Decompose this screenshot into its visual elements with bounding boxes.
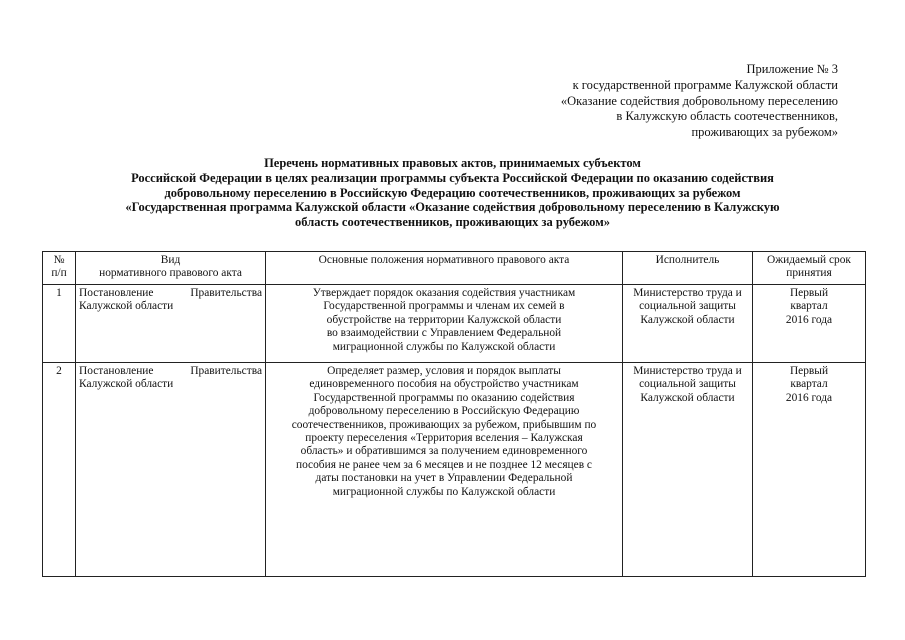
row-term: Первый квартал 2016 года (753, 285, 866, 363)
row-executor: Министерство труда и социальной защиты Калужской области (623, 363, 753, 577)
appendix-line: Приложение № 3 (746, 62, 838, 76)
row-main-provisions: Определяет размер, условия и порядок выплаты единовременного пособия на обустройство участникам Государственной программы по оказанию содействия добровольному переселению в Российскую Федерацию соотечественников, проживающих за рубежом, прибывшим по проекту переселения «Территория вселения – Калужская область» и обратившимся за получением единовременного пособия не ранее чем за 6 месяцев и не позднее 12 месяцев с даты постановки на учет в Управлении Федеральной миграционной службы по Калужской области (266, 363, 623, 577)
row-act-type: Постановление Правительства Калужской области (76, 363, 266, 577)
header-act-type: Вид нормативного правового акта (76, 252, 266, 285)
table-row (43, 363, 866, 577)
document-title (40, 156, 865, 230)
header-num: № п/п (43, 252, 76, 285)
table-row (43, 285, 866, 363)
title-line: Перечень нормативных правовых актов, принимаемых субъектом (264, 156, 641, 170)
header-executor: Исполнитель (623, 252, 753, 285)
appendix-line: проживающих за рубежом» (691, 125, 838, 140)
title-line: добровольному переселению в Российскую Федерацию соотечественников, проживающих за рубежом (164, 185, 741, 200)
row-number: 1 (43, 285, 76, 363)
row-act-type: Постановление Правительства Калужской области (76, 285, 266, 363)
header-main-provisions: Основные положения нормативного правового акта (266, 252, 623, 285)
title-line: Российской Федерации в целях реализации программы субъекта Российской Федерации по оказанию содействия (131, 170, 774, 185)
appendix-line: к государственной программе Калужской области (572, 77, 838, 92)
row-term: Первый квартал 2016 года (753, 363, 866, 577)
appendix-line: «Оказание содействия добровольному переселению (560, 93, 838, 108)
title-line: «Государственная программа Калужской области «Оказание содействия добровольному переселению в Калужскую (125, 200, 780, 215)
row-executor: Министерство труда и социальной защиты Калужской области (623, 285, 753, 363)
header-term: Ожидаемый срок принятия (753, 252, 866, 285)
row-main-provisions: Утверждает порядок оказания содействия участникам Государственной программы и членам их семей в обустройстве на территории Калужской области во взаимодействии с Управлением Федеральной миграционной службы по Калужской области (266, 285, 623, 363)
table-header-row (43, 252, 866, 285)
appendix-line: в Калужскую область соотечественников, (616, 109, 838, 124)
acts-table (42, 251, 866, 577)
row-number: 2 (43, 363, 76, 577)
title-line: область соотечественников, проживающих за рубежом» (295, 215, 610, 230)
appendix-note (561, 62, 838, 141)
